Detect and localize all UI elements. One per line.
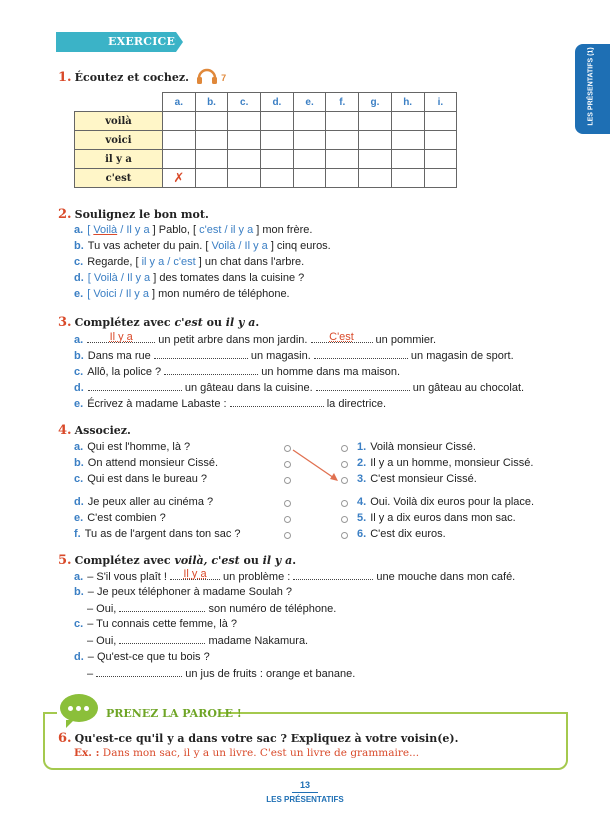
sentence-text: un pommier. bbox=[372, 334, 437, 346]
sentence-text: Dans ma rue bbox=[87, 350, 154, 362]
separator: / bbox=[235, 240, 245, 252]
item-letter: d. bbox=[74, 382, 84, 394]
speech-bubble-icon bbox=[60, 694, 98, 722]
item-letter: b. bbox=[74, 350, 84, 362]
ex5-item-d2 bbox=[87, 667, 355, 680]
grid-col-c: c. bbox=[228, 93, 261, 112]
footer-divider bbox=[292, 792, 318, 793]
sentence-text: – bbox=[87, 668, 97, 680]
filled-answer: C'est bbox=[329, 331, 354, 343]
ex6-question-text: Qu'est-ce qu'il y a dans votre sac ? Expliquez à votre voisin(e). bbox=[74, 732, 459, 745]
ex6-number: 6. bbox=[58, 731, 72, 746]
sentence-text: un magasin de sport. bbox=[407, 350, 514, 362]
item-letter: c. bbox=[74, 366, 84, 378]
item-letter: c. bbox=[74, 473, 84, 485]
item-letter: b. bbox=[74, 457, 84, 469]
option-word[interactable]: il y a bbox=[141, 256, 165, 268]
item-number: 2. bbox=[357, 457, 367, 469]
grid-row-label: voilà bbox=[75, 112, 163, 131]
sentence-text: Je peux aller au cinéma ? bbox=[87, 496, 214, 508]
bracket: [ bbox=[87, 272, 94, 284]
grid-col-i: i. bbox=[424, 93, 457, 112]
blank-field[interactable] bbox=[293, 570, 373, 580]
sentence-text: Qui est l'homme, là ? bbox=[87, 441, 191, 453]
bracket: [ bbox=[87, 288, 94, 300]
item-number: 4. bbox=[357, 496, 367, 508]
side-tab-label: LES PRÉSENTATIFS (1) bbox=[587, 47, 595, 126]
option-word[interactable]: Il y a bbox=[244, 240, 268, 252]
separator: / bbox=[221, 224, 231, 236]
ex5-title: ou bbox=[239, 554, 263, 567]
item-number: 3. bbox=[357, 473, 367, 485]
grid-col-h: h. bbox=[391, 93, 424, 112]
item-letter: b. bbox=[74, 240, 84, 252]
item-letter: a. bbox=[74, 441, 84, 453]
ex2-title: Soulignez le bon mot. bbox=[74, 208, 209, 221]
grid-row-label: il y a bbox=[75, 150, 163, 169]
sentence-text: ] mon numéro de téléphone. bbox=[148, 288, 290, 300]
item-letter: a. bbox=[74, 224, 84, 236]
page-number: 13 bbox=[299, 780, 310, 790]
sentence-text: un petit arbre dans mon jardin. bbox=[155, 334, 311, 346]
audio-track-number: 7 bbox=[221, 73, 227, 83]
ex3-number: 3. bbox=[58, 315, 72, 330]
sentence-text: la directrice. bbox=[323, 398, 387, 410]
ex5-header bbox=[58, 553, 296, 568]
item-letter: b. bbox=[74, 586, 84, 598]
option-word[interactable]: il y a bbox=[230, 224, 254, 236]
ex4-right-4 bbox=[357, 496, 534, 508]
sentence-text: un homme dans ma maison. bbox=[258, 366, 401, 378]
blank-field[interactable] bbox=[96, 667, 182, 677]
example-label: Ex. : bbox=[74, 747, 100, 759]
sentence-text: son numéro de téléphone. bbox=[205, 603, 337, 615]
item-letter: d. bbox=[74, 496, 84, 508]
ex3-title: Complétez avec bbox=[74, 316, 175, 329]
sentence-text: madame Nakamura. bbox=[205, 635, 309, 647]
ex4-right-6 bbox=[357, 528, 446, 540]
item-letter: d. bbox=[74, 651, 84, 663]
speaking-box-top-border bbox=[220, 712, 568, 714]
sentence-text: une mouche dans mon café. bbox=[373, 571, 516, 583]
grid-col-a: a. bbox=[163, 93, 196, 112]
grid-col-d: d. bbox=[261, 93, 294, 112]
sentence-text: un problème : bbox=[220, 571, 294, 583]
ex5-title: Complétez avec bbox=[74, 554, 175, 567]
filled-answer: Il y a bbox=[183, 568, 207, 580]
sentence-text: On attend monsieur Cissé. bbox=[87, 457, 219, 469]
separator: / bbox=[117, 224, 127, 236]
item-number: 5. bbox=[357, 512, 367, 524]
ex5-item-a bbox=[74, 570, 515, 583]
sentence-text: – Oui, bbox=[87, 635, 120, 647]
ex6-question bbox=[58, 731, 458, 746]
ex3-title: ou bbox=[202, 316, 226, 329]
ex1-number: 1. bbox=[58, 70, 72, 85]
option-word[interactable]: Il y a bbox=[126, 272, 151, 284]
sentence-text: Écrivez à madame Labaste : bbox=[87, 398, 230, 410]
ex4-right-3 bbox=[357, 473, 477, 485]
grid-col-f: f. bbox=[326, 93, 359, 112]
ex1-title: Écoutez et cochez. bbox=[74, 71, 189, 84]
ex5-item-c2 bbox=[87, 634, 308, 647]
footer-section: LES PRÉSENTATIFS bbox=[266, 795, 344, 804]
sentence-text: – Oui, bbox=[87, 603, 120, 615]
ex5-item-b1 bbox=[74, 586, 292, 598]
sentence-text: C'est dix euros. bbox=[370, 528, 446, 540]
ex4-number: 4. bbox=[58, 423, 72, 438]
example-text: Dans mon sac, il y a un livre. C'est un livre de grammaire... bbox=[99, 747, 420, 759]
item-letter: c. bbox=[74, 256, 84, 268]
filled-answer: Il y a bbox=[109, 331, 133, 343]
sentence-text: ] cinq euros. bbox=[267, 240, 331, 252]
sentence-text: – Qu'est-ce que tu bois ? bbox=[87, 651, 210, 663]
sentence-text: ] un chat dans l'arbre. bbox=[195, 256, 305, 268]
item-letter: d. bbox=[74, 272, 84, 284]
ex4-right-1 bbox=[357, 441, 476, 453]
blank-field[interactable] bbox=[170, 570, 220, 580]
ex5-title-emph: il y a bbox=[262, 554, 293, 567]
ex5-title-emph: voilà, c'est bbox=[174, 554, 240, 567]
ex5-item-d1 bbox=[74, 651, 210, 663]
ex3-title: . bbox=[255, 316, 260, 329]
banner-label: EXERCICES bbox=[108, 35, 184, 48]
sentence-text: ] des tomates dans la cuisine ? bbox=[150, 272, 305, 284]
blank-field[interactable] bbox=[119, 602, 205, 612]
option-word[interactable]: Voilà bbox=[93, 272, 118, 284]
grid-col-g: g. bbox=[359, 93, 392, 112]
sentence-text: un magasin. bbox=[247, 350, 314, 362]
ex2-number: 2. bbox=[58, 207, 72, 222]
sentence-text: – Tu connais cette femme, là ? bbox=[87, 618, 237, 630]
bracket: [ bbox=[87, 224, 94, 236]
separator: / bbox=[116, 288, 126, 300]
grid-col-e: e. bbox=[293, 93, 326, 112]
sentence-text: Voilà monsieur Cissé. bbox=[370, 441, 476, 453]
sentence-text: C'est monsieur Cissé. bbox=[370, 473, 477, 485]
item-number: 1. bbox=[357, 441, 367, 453]
ex4-title: Associez. bbox=[74, 424, 131, 437]
sentence-text: ] Pablo, [ bbox=[149, 224, 200, 236]
ex5-title: . bbox=[292, 554, 297, 567]
grid-row-label: c'est bbox=[75, 169, 163, 188]
ex3-title-emph: c'est bbox=[174, 316, 203, 329]
item-letter: f. bbox=[74, 528, 81, 540]
sentence-text: un jus de fruits : orange et banane. bbox=[182, 668, 356, 680]
sentence-text: Tu vas acheter du pain. [ bbox=[87, 240, 212, 252]
sentence-text: – Je peux téléphoner à madame Soulah ? bbox=[87, 586, 293, 598]
item-letter: c. bbox=[74, 618, 84, 630]
sentence-text: ] mon frère. bbox=[253, 224, 313, 236]
option-word[interactable]: Voilà bbox=[93, 224, 118, 236]
option-word[interactable]: c'est bbox=[199, 224, 222, 236]
ex6-example bbox=[74, 747, 419, 759]
sentence-text: Qui est dans le bureau ? bbox=[87, 473, 208, 485]
speaking-title: PRENEZ LA PAROLE ! bbox=[106, 707, 242, 720]
ex4-right-2 bbox=[357, 457, 533, 469]
option-word[interactable]: c'est bbox=[173, 256, 196, 268]
item-letter: e. bbox=[74, 512, 84, 524]
sentence-text: Regarde, [ bbox=[87, 256, 142, 268]
separator: / bbox=[164, 256, 174, 268]
ex5-item-b2 bbox=[87, 602, 336, 615]
item-letter: e. bbox=[74, 398, 84, 410]
option-word[interactable]: Il y a bbox=[126, 224, 150, 236]
cross-mark-icon: ✗ bbox=[173, 170, 185, 185]
blank-field[interactable] bbox=[119, 634, 205, 644]
ex4-right-5 bbox=[357, 512, 516, 524]
option-word[interactable]: Voilà bbox=[211, 240, 236, 252]
ex5-item-c1 bbox=[74, 618, 237, 630]
grid-col-b: b. bbox=[195, 93, 228, 112]
item-letter: e. bbox=[74, 288, 84, 300]
option-word[interactable]: Voici bbox=[93, 288, 117, 300]
sentence-text: Oui. Voilà dix euros pour la place. bbox=[370, 496, 535, 508]
separator: / bbox=[117, 272, 127, 284]
ex5-number: 5. bbox=[58, 553, 72, 568]
sentence-text: Allô, la police ? bbox=[87, 366, 165, 378]
item-number: 6. bbox=[357, 528, 367, 540]
sentence-text: Tu as de l'argent dans ton sac ? bbox=[84, 528, 241, 540]
sentence-text: un gâteau dans la cuisine. bbox=[181, 382, 316, 394]
sentence-text: Il y a un homme, monsieur Cissé. bbox=[370, 457, 534, 469]
ex3-title-emph: il y a bbox=[225, 316, 256, 329]
sentence-text: – S'il vous plaît ! bbox=[87, 571, 170, 583]
speaking-box-top-border-left bbox=[43, 712, 57, 714]
sentence-text: C'est combien ? bbox=[87, 512, 166, 524]
item-letter: a. bbox=[74, 571, 84, 583]
option-word[interactable]: Il y a bbox=[125, 288, 149, 300]
grid-row-label: voici bbox=[75, 131, 163, 150]
sentence-text: un gâteau au chocolat. bbox=[409, 382, 525, 394]
sentence-text: Il y a dix euros dans mon sac. bbox=[370, 512, 516, 524]
item-letter: a. bbox=[74, 334, 84, 346]
